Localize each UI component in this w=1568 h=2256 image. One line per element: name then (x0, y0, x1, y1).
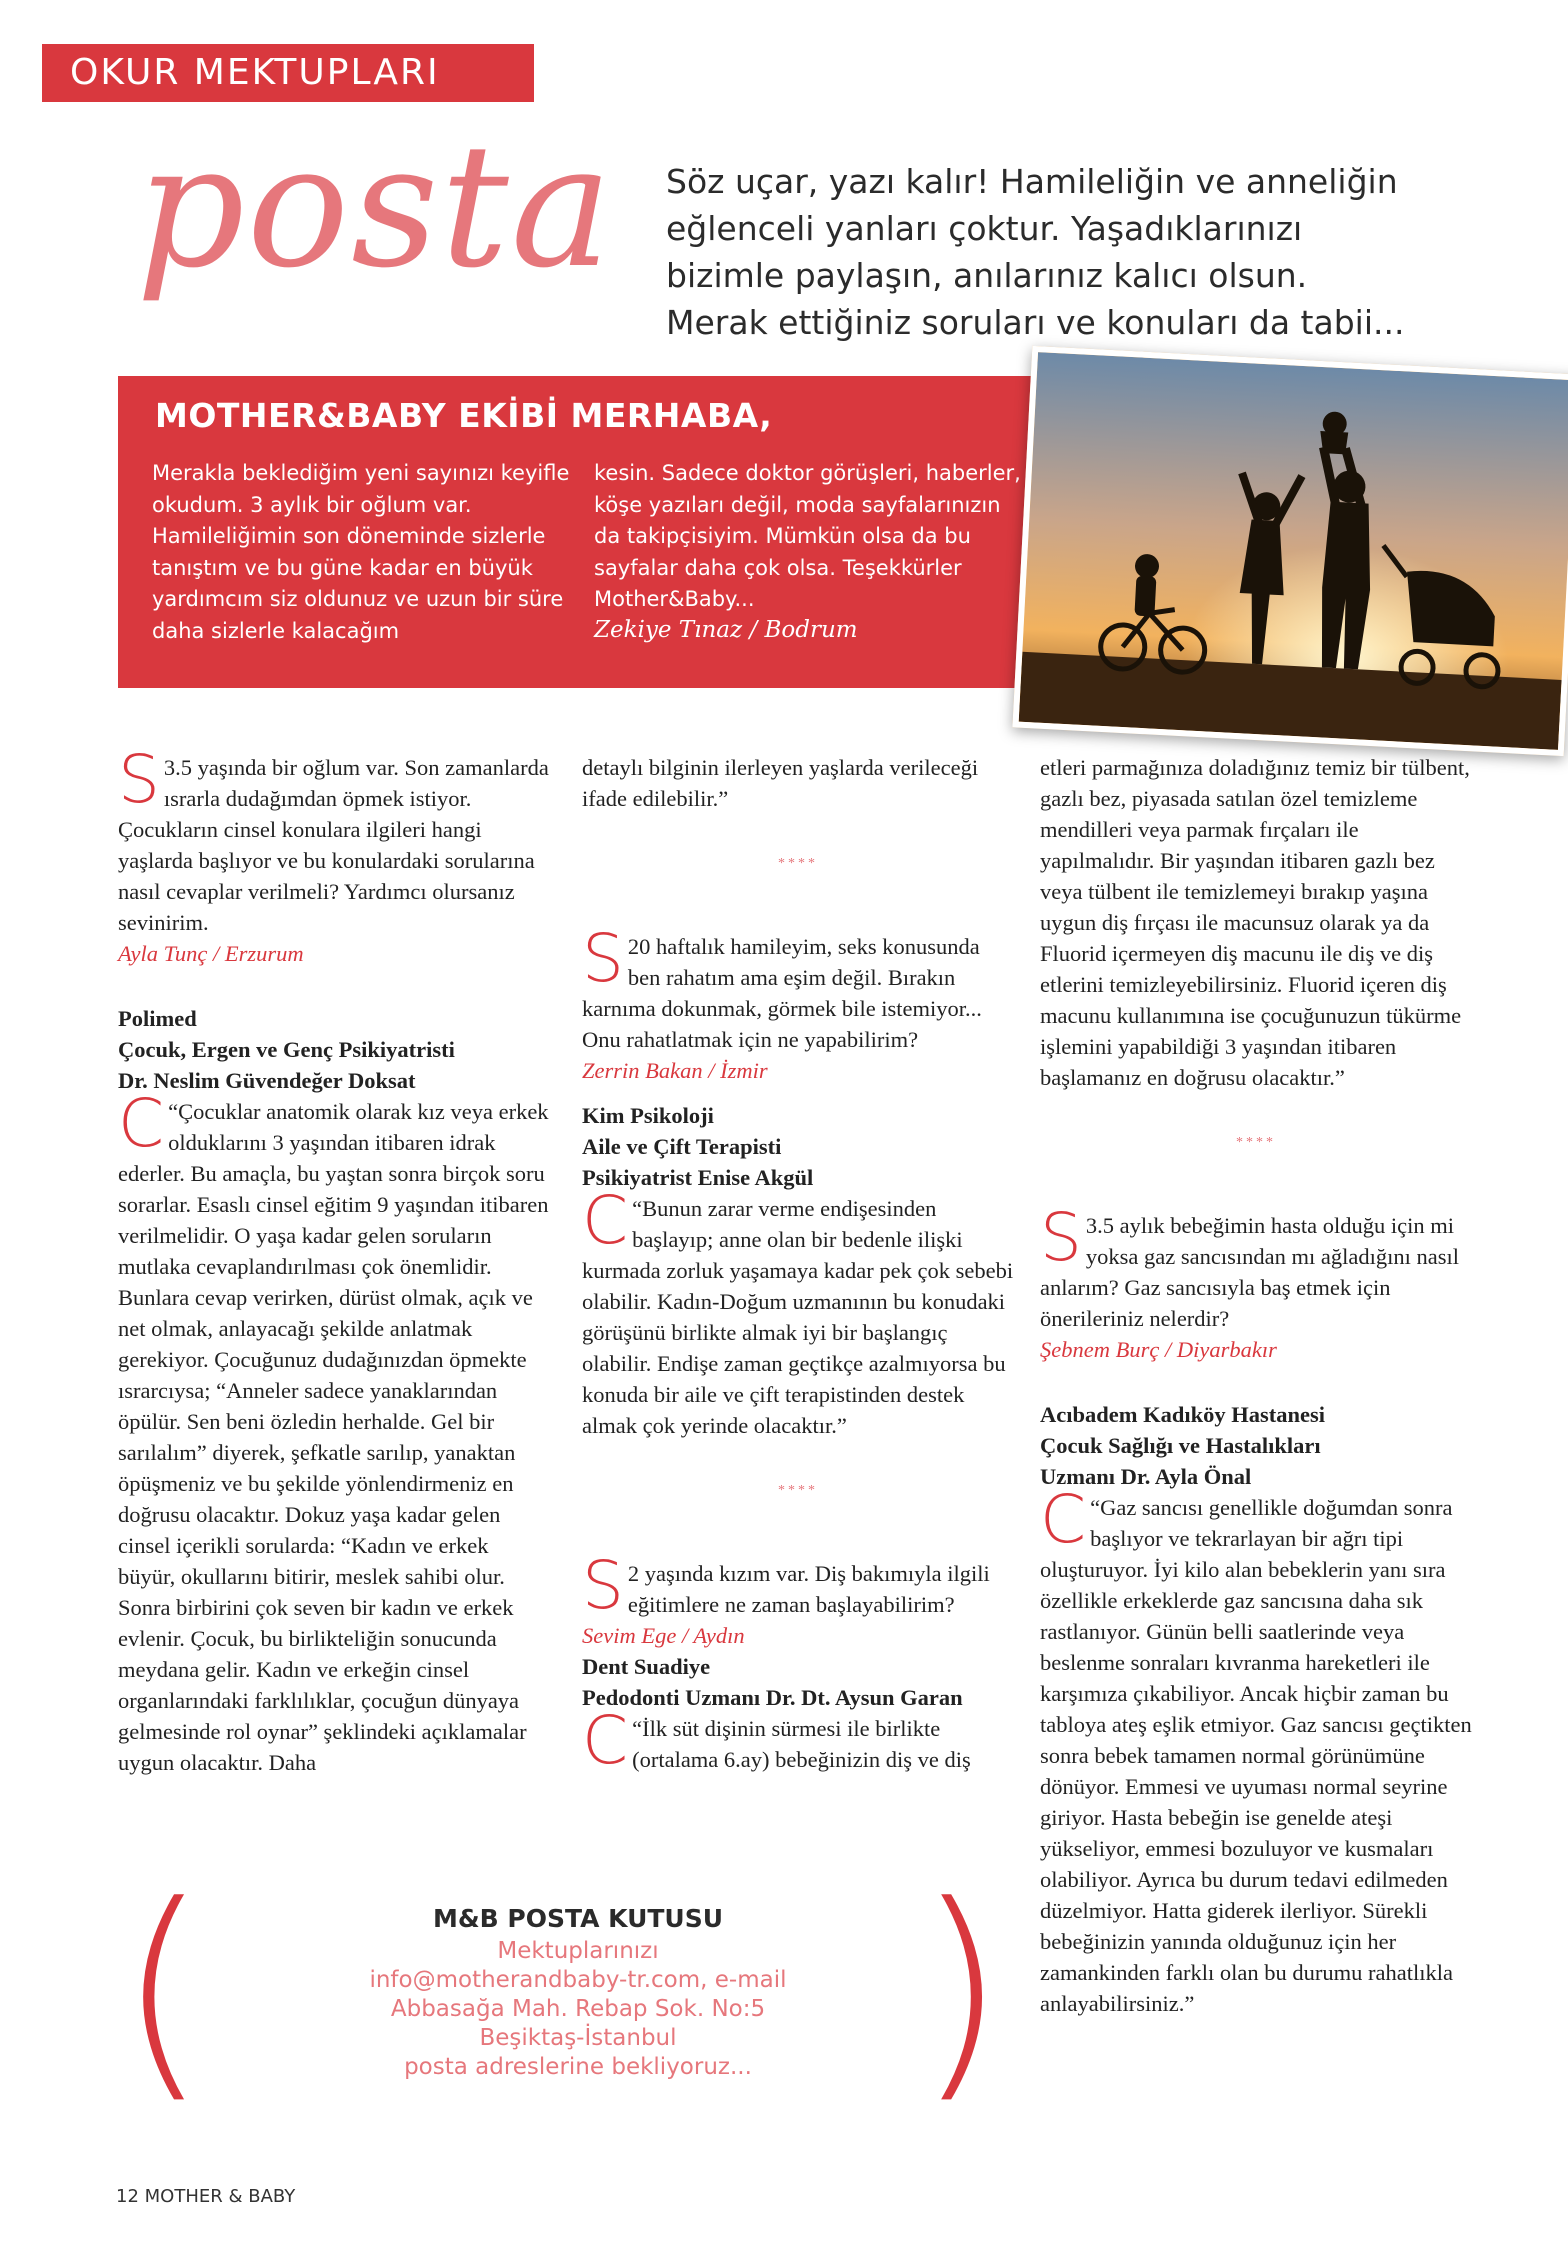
featured-letter-signature: Zekiye Tınaz / Bodrum (594, 617, 858, 643)
question-text: 20 haftalık hamileyim, seks konusunda ben rahatım ama eşim değil. Bırakın karnıma dokunmak, görmek bile istemiyor... Onu rahatlatmak için ne yapabilirim? (582, 934, 982, 1052)
expert-name: Uzmanı Dr. Ayla Önal (1040, 1464, 1252, 1489)
answer-text: “İlk süt dişinin sürmesi ile birlikte (ortalama 6.ay) bebeğinizin diş ve diş (632, 1716, 971, 1772)
question-block (118, 741, 550, 938)
mailbox-line: Beşiktaş-İstanbul (479, 2025, 677, 2051)
answer-text-continued: etleri parmağınıza doladığınız temiz bir tülbent, gazlı bez, piyasada satılan özel temizleme mendilleri veya parmak fırçaları ile yapılmalıdır. Bir yaşından itibaren gazlı bez veya tülbent ile temizlemeyi bırakıp yaşına uygun diş fırçası ile macunsuz olarak ya da Fluorid içermeyen diş macunu ile diş ve diş etlerini temizleyebilirsiniz. Fluorid içeren diş macunu kullanımına ise çocuğunuzun tükürme işlemini yapabildiği 3 yaşından itibaren başlamanız en doğrusu olacaktır.” (1040, 755, 1470, 1090)
expert-clinic: Acıbadem Kadıköy Hastanesi (1040, 1402, 1326, 1427)
column-2 (582, 752, 1014, 1779)
answer-text: “Çocuklar anatomik olarak kız veya erkek olduklarını 3 yaşından itibaren idrak ederler. Bu amaçla, bu yaştan sonra birçok soru sorarlar. Esaslı cinsel eğitim 9 yaşından itibaren verilmelidir. O yaşa kadar gelen soruların mutlaka cevaplandırılması çok önemlidir. Bunlara cevap verirken, dürüst olmak, açık ve net olmak, anlayacağı şekilde anlatmak gerekiyor. Çocuğunuz dudağınızdan öpmekte ısrarcıysa; “Anneler sadece yanaklarından öpülür. Sen beni özledin herhalde. Gel bir sarılalım” diyerek, şefkatle sarılıp, yanaktan öpüşmeniz ve bu şekilde yönlendirmeniz en doğrusu olacaktır. Dokuz yaşa kadar gelen cinsel içerikli sorularda: “Kadın ve erkek büyür, okullarını bitirir, meslek sahibi olur. Sonra birbirini çok seven bir kadın ve erkek evlenir. Çocuk, bu birlikteliğin sonucunda meydana gelir. Kadın ve erkeğin cinsel organlarındaki farklılıklar, çocuğun dünyaya gelmesinde rol oynar” şeklindeki açıklamalar uygun olacaktır. Daha (118, 1099, 549, 1775)
mailbox-line: posta adreslerine bekliyoruz... (404, 2054, 752, 2080)
reader-signature: Sevim Ege / Aydın (582, 1623, 745, 1648)
reader-signature: Ayla Tunç / Erzurum (118, 941, 304, 966)
answer-text: “Bunun zarar verme endişesinden başlayıp; anne olan bir bedenle ilişki kurmada zorluk yaşamaya kadar pek çok sebebi olabilir. Kadın-Doğum uzmanının bu konudaki görüşünü birlikte almak iyi bir başlangıç olabilir. Endişe zaman geçtikçe azalmıyorsa bu konuda bir aile ve çift terapistinden destek almak çok yerinde olacaktır.” (582, 1196, 1014, 1438)
family-silhouette-image (1019, 352, 1568, 750)
answer-text: “Gaz sancısı genellikle doğumdan sonra başlıyor ve tekrarlayan bir ağrı tipi oluşturuyor. İyi kilo alan bebeklerin yanı sıra özellikle erkeklerde gaz sancısına daha sık rastlanıyor. Günün belli saatlerinde veya beslenme sonraları kıvranma hareketleri ile karşımıza çıkabiliyor. Ancak hiçbir zaman bu tabloya ateş eşlik etmiyor. Gaz sancısı geçtikten sonra bebek tamamen normal görünümüne dönüyor. Emmesi ve uyuması normal seyrine giriyor. Hasta bebeğin ise genelde ateşi yükseliyor, emmesi bozuluyor ve kusmaları olabiliyor. Ayrıca bu durum tedavi edilmeden düzelmiyor. Hatta giderek ilerliyor. Sürekli bebeğinizin yanında olduğunuz için her zamankinden farklı olan bu durumu rahatlıkla anlayabilirsiniz.” (1040, 1495, 1472, 2016)
column-3 (1040, 752, 1472, 2019)
featured-letter-col-2: kesin. Sadece doktor görüşleri, haberler, köşe yazıları değil, moda sayfalarınızın da takipçisiyim. Mümkün olsa da bu sayfalar daha çok olsa. Teşekkürler Mother&Baby... (594, 461, 1021, 611)
expert-clinic: Dent Suadiye (582, 1654, 711, 1679)
featured-letter-col-1: Merakla beklediğim yeni sayınızı keyifle okudum. 3 aylık bir oğlum var. Hamileliğimin son döneminde sizlerle tanıştım ve bu güne kadar en büyük yardımcım siz oldunuz ve uzun bir süre daha sizlerle kalacağım (152, 461, 570, 643)
dropcap: S (118, 741, 160, 818)
answer-block (582, 1182, 1014, 1441)
mailbox-info (318, 1904, 838, 2082)
family-sunset-photo (1012, 346, 1568, 756)
column-1 (118, 741, 550, 1778)
expert-name: Dr. Neslim Güvendeğer Doksat (118, 1068, 416, 1093)
expert-name: Psikiyatrist Enise Akgül (582, 1165, 814, 1190)
expert-title: Çocuk, Ergen ve Genç Psikiyatristi (118, 1037, 455, 1062)
dropcap: C (1040, 1481, 1087, 1558)
dropcap: S (1040, 1199, 1082, 1276)
section-tag: OKUR MEKTUPLARI (42, 44, 534, 102)
separator: **** (1236, 1135, 1276, 1150)
question-block (1040, 1199, 1472, 1334)
answer-block (118, 1085, 550, 1778)
mailbox-line: Abbasağa Mah. Rebap Sok. No:5 (390, 1996, 766, 2022)
featured-letter-title: MOTHER&BABY EKİBİ MERHABA, (155, 396, 773, 435)
dropcap: S (582, 920, 624, 997)
question-block (582, 920, 1014, 1055)
separator: **** (778, 1483, 818, 1498)
expert-title: Pedodonti Uzmanı Dr. Dt. Aysun Garan (582, 1685, 963, 1710)
left-parenthesis-ornament: ( (118, 1857, 208, 2124)
expert-title: Çocuk Sağlığı ve Hastalıkları (1040, 1433, 1321, 1458)
question-text: 2 yaşında kızım var. Diş bakımıyla ilgili eğitimlere ne zaman başlayabilirim? (627, 1561, 990, 1617)
mailbox-email: info@motherandbaby-tr.com, e-mail (369, 1967, 787, 1993)
page-title: posta (136, 108, 615, 306)
question-text: 3.5 yaşında bir oğlum var. Son zamanlarda ısrarla dudağımdan öpmek istiyor. Çocukların cinsel konulara ilgileri hangi yaşlarda başlıyor ve bu konulardaki sorularına nasıl cevaplar verilmeli? Yardımcı olursanız sevinirim. (118, 755, 549, 935)
reader-signature: Zerrin Bakan / İzmir (582, 1058, 768, 1083)
question-block (582, 1547, 1014, 1624)
reader-signature: Şebnem Burç / Diyarbakır (1040, 1337, 1277, 1362)
expert-clinic: Polimed (118, 1006, 197, 1031)
expert-clinic: Kim Psikoloji (582, 1103, 714, 1128)
dropcap: C (582, 1702, 629, 1779)
mailbox-line: Mektuplarınızı (497, 1938, 659, 1964)
expert-title: Aile ve Çift Terapisti (582, 1134, 782, 1159)
separator: **** (778, 856, 818, 871)
mailbox-title: M&B POSTA KUTUSU (432, 1904, 724, 1933)
question-text: 3.5 aylık bebeğimin hasta olduğu için mi yoksa gaz sancısından mı ağladığını nasıl anlarım? Gaz sancısıyla baş etmek için önerileriniz nelerdir? (1040, 1213, 1459, 1331)
dropcap: C (582, 1182, 629, 1259)
intro-text: Söz uçar, yazı kalır! Hamileliğin ve anneliğin eğlenceli yanları çoktur. Yaşadıklarınızı bizimle paylaşın, anılarınız kalıcı olsun. Merak ettiğiniz soruları ve konuları da tabii... (666, 162, 1405, 342)
dropcap: C (118, 1085, 165, 1162)
dropcap: S (582, 1547, 624, 1624)
answer-block (1040, 1481, 1472, 2019)
page-footer: 12 MOTHER & BABY (116, 2186, 296, 2207)
answer-block (582, 1702, 1014, 1779)
answer-text-continued: detaylı bilginin ilerleyen yaşlarda verileceği ifade edilebilir.” (582, 755, 979, 811)
right-parenthesis-ornament: ) (916, 1857, 1006, 2124)
